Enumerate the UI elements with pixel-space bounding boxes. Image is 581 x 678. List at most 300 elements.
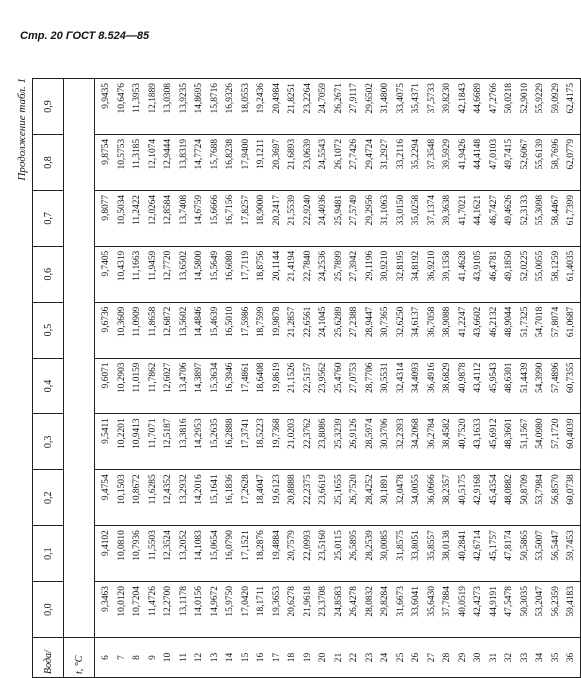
table-cell: 16,5010 xyxy=(225,306,235,338)
table-cell: 12,5187 xyxy=(163,418,173,449)
table-cell: 45,9543 xyxy=(488,362,499,394)
table-cell: 45,1757 xyxy=(488,530,499,561)
column-header: 0,2 xyxy=(33,470,64,526)
table-cell: 33,0150 xyxy=(395,194,406,226)
temperature-value: 7 xyxy=(116,655,127,660)
table-cell: 16,9326 xyxy=(225,83,235,114)
table-cell: 13,7408 xyxy=(178,194,189,226)
table-cell: 11,0159 xyxy=(132,362,142,393)
temperature-value: 20 xyxy=(318,652,328,663)
table-cell: 34,6137 xyxy=(411,306,421,338)
table-cell: 27,9117 xyxy=(349,83,359,114)
table-cell: 35,8557 xyxy=(426,530,437,561)
page-header: Стр. 20 ГОСТ 8.524—85 xyxy=(20,30,150,42)
table-cell: 15,0654 xyxy=(209,530,220,561)
rotated-table-container xyxy=(16,78,576,678)
table-cell: 17,8257 xyxy=(240,194,251,226)
table-cell: 38,6829 xyxy=(442,362,452,394)
table-cell: 41,4628 xyxy=(457,250,468,282)
table-cell: 12,7720 xyxy=(163,250,173,282)
table-cell: 15,9750 xyxy=(225,586,235,617)
table-cell: 25,7899 xyxy=(333,250,344,282)
table-cell: 21,5539 xyxy=(287,194,297,226)
table-cell: 20,1144 xyxy=(271,250,282,281)
corner-top-label: Вода/ xyxy=(42,650,54,674)
table-cell: 56,5447 xyxy=(550,530,561,561)
table-cell: 11,8658 xyxy=(147,306,158,337)
table-cell: 38,9088 xyxy=(442,306,452,338)
table-cell: 19,6123 xyxy=(271,474,282,505)
table-cell: 10,6476 xyxy=(116,83,127,114)
table-cell: 41,9426 xyxy=(457,138,468,170)
table-cell: 27,0753 xyxy=(349,362,359,394)
table-cell: 33,4075 xyxy=(395,83,406,114)
table-cell: 27,5749 xyxy=(349,194,359,226)
table-cell: 18,8756 xyxy=(256,250,266,282)
table-cell: 12,3524 xyxy=(163,530,173,561)
corner-header xyxy=(33,638,64,678)
table-cell: 54,3990 xyxy=(535,362,545,394)
table-cell: 14,5800 xyxy=(194,250,204,282)
table-cell: 48,0882 xyxy=(504,474,514,505)
table-cell: 13,4706 xyxy=(178,362,189,394)
table-cell: 25,0115 xyxy=(333,530,344,561)
table-cell: 60,0738 xyxy=(566,474,576,505)
table-cell: 15,4639 xyxy=(209,306,220,338)
table-cell: 60,7355 xyxy=(566,362,576,394)
table-cell: 30,5531 xyxy=(380,362,390,394)
table-cell: 30,1891 xyxy=(380,474,390,505)
table-cell: 49,4626 xyxy=(504,194,514,226)
table-cell: 17,2628 xyxy=(240,474,251,505)
table-cell: 31,6673 xyxy=(395,586,406,617)
table-cell: 21,4194 xyxy=(287,250,297,282)
table-cell: 52,0225 xyxy=(519,250,530,282)
table-cell: 54,0980 xyxy=(535,418,545,449)
table-cell: 14,0156 xyxy=(194,586,204,617)
table-cell: 25,1655 xyxy=(333,474,344,505)
table-cell: 12,2700 xyxy=(163,586,173,617)
table-cell: 18,2876 xyxy=(256,530,266,561)
table-cell: 12,6027 xyxy=(163,362,173,394)
table-cell: 18,5223 xyxy=(256,418,266,449)
column-header: 0,3 xyxy=(33,414,64,470)
table-cell: 21,1526 xyxy=(287,362,297,394)
table-cell: 29,6502 xyxy=(364,83,375,114)
temperature-value: 6 xyxy=(101,655,111,660)
table-cell: 60,4039 xyxy=(566,418,576,449)
table-cell: 18,7599 xyxy=(256,306,266,338)
data-body-row xyxy=(95,79,581,678)
table-cell: 35,4371 xyxy=(411,83,421,114)
table-cell: 11,5503 xyxy=(147,530,158,561)
temperature-value: 14 xyxy=(225,652,235,663)
table-cell: 57,1720 xyxy=(550,418,561,449)
table-cell: 14,8695 xyxy=(194,83,204,114)
table-cell: 20,4984 xyxy=(271,83,282,114)
table-cell: 38,2357 xyxy=(442,474,452,505)
table-cell: 52,6067 xyxy=(519,138,530,170)
table-cell: 43,1633 xyxy=(473,418,483,449)
table-cell: 16,7156 xyxy=(225,194,235,226)
data-column xyxy=(95,358,581,414)
temperature-column xyxy=(95,638,581,678)
temperature-header: t, °C xyxy=(64,638,95,678)
table-cell: 56,8570 xyxy=(550,474,561,505)
temperature-value: 28 xyxy=(442,652,452,663)
temperature-value: 32 xyxy=(504,652,514,663)
table-cell: 12,8584 xyxy=(163,194,173,226)
table-cell: 12,0264 xyxy=(147,194,158,226)
temperature-value: 17 xyxy=(271,652,282,663)
table-cell: 10,9413 xyxy=(132,418,142,449)
subheader-spacer xyxy=(64,79,95,638)
table-cell: 11,7071 xyxy=(147,418,158,449)
table-cell: 14,9672 xyxy=(209,586,220,617)
table-cell: 22,3762 xyxy=(302,418,313,449)
table-cell: 45,6912 xyxy=(488,418,499,449)
table-cell: 19,8619 xyxy=(271,362,282,394)
table-cell: 15,7688 xyxy=(209,138,220,170)
table-cell: 58,7696 xyxy=(550,138,561,170)
table-cell: 47,5478 xyxy=(504,586,514,617)
subheader-row xyxy=(64,79,95,678)
table-cell: 32,0478 xyxy=(395,474,406,505)
table-cell: 26,5895 xyxy=(349,530,359,561)
table-cell: 10,2903 xyxy=(116,362,127,394)
temperature-value: 22 xyxy=(349,652,359,663)
temperature-value: 26 xyxy=(411,652,421,663)
table-cell: 25,4760 xyxy=(333,362,344,394)
table-cell: 39,3638 xyxy=(442,194,452,226)
table-cell: 27,3942 xyxy=(349,250,359,282)
table-cell: 17,3741 xyxy=(240,418,251,449)
table-cell: 23,6619 xyxy=(318,474,328,505)
table-cell: 14,7724 xyxy=(194,138,204,170)
table-cell: 39,1358 xyxy=(442,250,452,282)
table-cell: 32,4314 xyxy=(395,362,406,394)
table-cell: 9,5411 xyxy=(101,418,111,444)
table-cell: 35,0258 xyxy=(411,194,421,226)
temperature-value: 16 xyxy=(256,652,266,663)
table-cell: 30,0085 xyxy=(380,530,390,561)
table-cell: 10,5753 xyxy=(116,138,127,170)
table-cell: 10,7936 xyxy=(132,530,142,561)
table-cell: 32,8195 xyxy=(395,250,406,282)
table-cell: 32,6250 xyxy=(395,306,406,338)
table-cell: 33,6041 xyxy=(411,586,421,617)
table-cell: 13,1178 xyxy=(178,586,189,617)
table-cell: 55,3098 xyxy=(535,194,545,226)
table-cell: 47,2766 xyxy=(488,83,499,114)
table-cell: 43,6602 xyxy=(473,306,483,338)
table-cell: 9,3463 xyxy=(101,586,111,612)
table-cell: 24,4036 xyxy=(318,194,328,226)
table-cell: 50,0218 xyxy=(504,83,514,114)
table-cell: 62,0779 xyxy=(566,138,576,170)
table-cell: 36,2784 xyxy=(426,418,437,449)
temperature-value: 21 xyxy=(333,652,344,663)
table-cell: 19,9878 xyxy=(271,306,282,338)
table-cell: 39,5929 xyxy=(442,138,452,170)
column-header: 0,4 xyxy=(33,358,64,414)
table-cell: 21,2857 xyxy=(287,306,297,338)
table-cell: 19,1211 xyxy=(256,138,266,170)
table-cell: 22,9240 xyxy=(302,194,313,226)
table-cell: 34,0055 xyxy=(411,474,421,505)
column-header: 0,0 xyxy=(33,582,64,638)
table-cell: 61,7399 xyxy=(566,194,576,226)
table-cell: 38,0138 xyxy=(442,530,452,561)
table-cell: 25,9481 xyxy=(333,194,344,226)
table-cell: 62,4175 xyxy=(566,83,576,114)
table-cell: 13,2052 xyxy=(178,530,189,561)
table-cell: 10,0120 xyxy=(116,586,127,617)
table-cell: 20,7579 xyxy=(287,530,297,561)
table-cell: 27,2388 xyxy=(349,306,359,338)
table-cell: 23,8086 xyxy=(318,418,328,449)
table-cell: 28,9447 xyxy=(364,306,375,338)
table-cell: 17,5986 xyxy=(240,306,251,338)
table-cell: 47,0103 xyxy=(488,138,499,170)
table-cell: 40,0519 xyxy=(457,586,468,617)
table-cell: 14,2953 xyxy=(194,418,204,449)
table-cell: 36,9210 xyxy=(426,250,437,282)
table-cell: 26,7520 xyxy=(349,474,359,505)
table-cell: 11,3185 xyxy=(132,138,142,170)
table-cell: 22,7840 xyxy=(302,250,313,282)
table-cell: 13,6502 xyxy=(178,250,189,282)
table-cell: 52,9010 xyxy=(519,83,530,114)
table-cell: 12,4352 xyxy=(163,474,173,505)
table-cell: 44,1621 xyxy=(473,194,483,226)
table-cell: 53,5007 xyxy=(535,530,545,561)
table-cell: 16,1836 xyxy=(225,474,235,505)
table-cell: 15,2635 xyxy=(209,418,220,449)
table-cell: 12,1074 xyxy=(147,138,158,170)
temperature-value: 27 xyxy=(426,652,437,663)
table-cell: 14,3897 xyxy=(194,362,204,394)
table-cell: 24,7059 xyxy=(318,83,328,114)
data-column xyxy=(95,246,581,302)
table-cell: 10,4319 xyxy=(116,250,127,282)
table-cell: 20,3697 xyxy=(271,138,282,170)
table-cell: 39,8230 xyxy=(442,83,452,114)
table-cell: 44,6689 xyxy=(473,83,483,114)
continuation-label: Продолжение табл. 1 xyxy=(16,78,28,181)
temperature-value: 19 xyxy=(302,652,313,663)
table-cell: 12,9444 xyxy=(163,138,173,170)
data-column xyxy=(95,414,581,470)
table-cell: 30,9210 xyxy=(380,250,390,282)
table-cell: 11,7862 xyxy=(147,362,158,393)
temperature-value: 35 xyxy=(550,652,561,663)
table-cell: 47,8174 xyxy=(504,530,514,561)
table-cell: 34,8192 xyxy=(411,250,421,282)
table-cell: 42,9168 xyxy=(473,474,483,505)
temperature-value: 23 xyxy=(364,652,375,663)
temperature-value: 33 xyxy=(519,652,530,663)
table-cell: 59,0929 xyxy=(550,83,561,114)
table-cell: 21,6893 xyxy=(287,138,297,170)
table-cell: 11,9459 xyxy=(147,250,158,281)
table-cell: 33,2116 xyxy=(395,138,406,170)
water-table xyxy=(32,78,581,678)
table-cell: 52,3133 xyxy=(519,194,530,226)
table-cell: 30,3706 xyxy=(380,418,390,449)
table-cell: 34,2068 xyxy=(411,418,421,449)
table-cell: 55,0055 xyxy=(535,250,545,282)
column-header: 0,5 xyxy=(33,302,64,358)
table-cell: 55,6139 xyxy=(535,138,545,170)
table-cell: 21,8251 xyxy=(287,83,297,114)
table-cell: 27,7426 xyxy=(349,138,359,170)
table-cell: 23,5160 xyxy=(318,530,328,561)
temperature-value: 8 xyxy=(132,655,142,660)
table-cell: 9,6736 xyxy=(101,306,111,333)
table-cell: 17,7119 xyxy=(240,250,251,281)
table-cell: 19,4884 xyxy=(271,530,282,561)
table-cell: 37,7884 xyxy=(442,586,452,617)
table-cell: 31,4800 xyxy=(380,83,390,114)
table-cell: 28,4252 xyxy=(364,474,375,505)
table-cell: 11,2422 xyxy=(132,194,142,225)
table-cell: 23,2264 xyxy=(302,83,313,114)
table-cell: 41,2247 xyxy=(457,306,468,338)
table-cell: 12,6872 xyxy=(163,306,173,338)
table-cell: 44,9191 xyxy=(488,586,499,617)
table-cell: 49,7415 xyxy=(504,138,514,170)
table-cell: 16,3946 xyxy=(225,362,235,394)
table-cell: 28,7706 xyxy=(364,362,375,394)
table-cell: 43,9105 xyxy=(473,250,483,282)
table-cell: 9,9435 xyxy=(101,83,111,109)
table-cell: 54,7018 xyxy=(535,306,545,338)
table-cell: 33,8051 xyxy=(411,530,421,561)
table-cell: 24,2536 xyxy=(318,250,328,282)
table-cell: 29,8284 xyxy=(380,586,390,617)
table-cell: 18,4047 xyxy=(256,474,266,505)
data-column xyxy=(95,470,581,526)
table-cell: 50,8709 xyxy=(519,474,530,505)
table-cell: 56,2359 xyxy=(550,586,561,617)
data-column xyxy=(95,79,581,135)
temperature-value: 11 xyxy=(178,652,189,663)
table-cell: 20,8888 xyxy=(287,474,297,505)
temperature-value: 31 xyxy=(488,652,499,663)
temperature-value: 15 xyxy=(240,652,251,663)
column-header: 0,8 xyxy=(33,134,64,190)
table-cell: 25,6289 xyxy=(333,306,344,338)
table-cell: 53,7984 xyxy=(535,474,545,505)
table-cell: 32,2393 xyxy=(395,418,406,449)
table-cell: 10,7204 xyxy=(132,586,142,617)
data-column xyxy=(95,582,581,638)
table-cell: 36,0666 xyxy=(426,474,437,505)
table-cell: 58,1259 xyxy=(550,250,561,282)
table-cell: 51,1567 xyxy=(519,418,530,449)
table-cell: 13,8319 xyxy=(178,138,189,170)
column-header: 0,6 xyxy=(33,246,64,302)
table-cell: 9,4754 xyxy=(101,474,111,501)
table-cell: 18,0553 xyxy=(240,83,251,114)
table-cell: 10,8672 xyxy=(132,474,142,505)
temperature-value: 18 xyxy=(287,652,297,663)
table-cell: 22,2375 xyxy=(302,474,313,505)
table-cell: 49,1850 xyxy=(504,250,514,282)
table-cell: 12,1889 xyxy=(147,83,158,114)
table-cell: 10,3609 xyxy=(116,306,127,338)
table-cell: 23,9562 xyxy=(318,362,328,394)
table-cell: 36,4916 xyxy=(426,362,437,394)
table-cell: 11,3953 xyxy=(132,83,142,114)
data-column xyxy=(95,526,581,582)
table-cell: 31,1063 xyxy=(380,194,390,226)
table-cell: 16,0790 xyxy=(225,530,235,561)
table-cell: 9,6071 xyxy=(101,362,111,389)
table-cell: 48,6301 xyxy=(504,362,514,394)
table-cell: 17,0420 xyxy=(240,586,251,617)
column-header: 0,1 xyxy=(33,526,64,582)
table-cell: 15,6666 xyxy=(209,194,220,226)
header-row xyxy=(33,79,64,678)
table-cell: 20,2417 xyxy=(271,194,282,226)
table-cell: 14,1083 xyxy=(194,530,204,561)
table-cell: 11,4726 xyxy=(147,586,158,617)
table-cell: 34,4093 xyxy=(411,362,421,394)
table-cell: 16,6080 xyxy=(225,250,235,282)
table-cell: 61,4035 xyxy=(566,250,576,282)
table-cell: 22,6561 xyxy=(302,306,313,338)
table-cell: 40,7520 xyxy=(457,418,468,449)
table-cell: 26,9126 xyxy=(349,418,359,449)
table-cell: 21,9618 xyxy=(302,586,313,617)
table-cell: 16,2888 xyxy=(225,418,235,449)
table-cell: 17,1521 xyxy=(240,530,251,561)
table-cell: 40,9878 xyxy=(457,362,468,394)
table-cell: 14,2016 xyxy=(194,474,204,505)
table-cell: 15,3634 xyxy=(209,362,220,394)
data-column xyxy=(95,134,581,190)
table-cell: 29,2956 xyxy=(364,194,375,226)
table-cell: 26,4278 xyxy=(349,586,359,617)
table-cell: 15,5649 xyxy=(209,250,220,282)
table-cell: 55,9229 xyxy=(535,83,545,114)
table-cell: 40,5175 xyxy=(457,474,468,505)
table-cell: 29,1196 xyxy=(364,250,375,281)
table-cell: 31,8575 xyxy=(395,530,406,561)
temperature-value: 24 xyxy=(380,652,390,663)
table-cell: 11,6285 xyxy=(147,474,158,505)
table-cell: 28,2539 xyxy=(364,530,375,561)
table-cell: 48,9044 xyxy=(504,306,514,338)
temperature-value: 30 xyxy=(473,652,483,663)
table-cell: 41,7021 xyxy=(457,194,468,226)
table-cell: 42,1843 xyxy=(457,83,468,114)
table-cell: 17,4861 xyxy=(240,362,251,394)
table-cell: 15,8716 xyxy=(209,83,220,114)
table-cell: 38,4582 xyxy=(442,418,452,449)
table-cell: 24,1045 xyxy=(318,306,328,338)
temperature-value: 25 xyxy=(395,652,406,663)
table-cell: 36,7058 xyxy=(426,306,437,338)
table-cell: 16,8238 xyxy=(225,138,235,170)
table-cell: 18,6408 xyxy=(256,362,266,394)
table-cell: 37,3548 xyxy=(426,138,437,170)
table-cell: 26,2671 xyxy=(333,83,344,114)
table-cell: 46,2132 xyxy=(488,306,499,338)
data-column xyxy=(95,302,581,358)
